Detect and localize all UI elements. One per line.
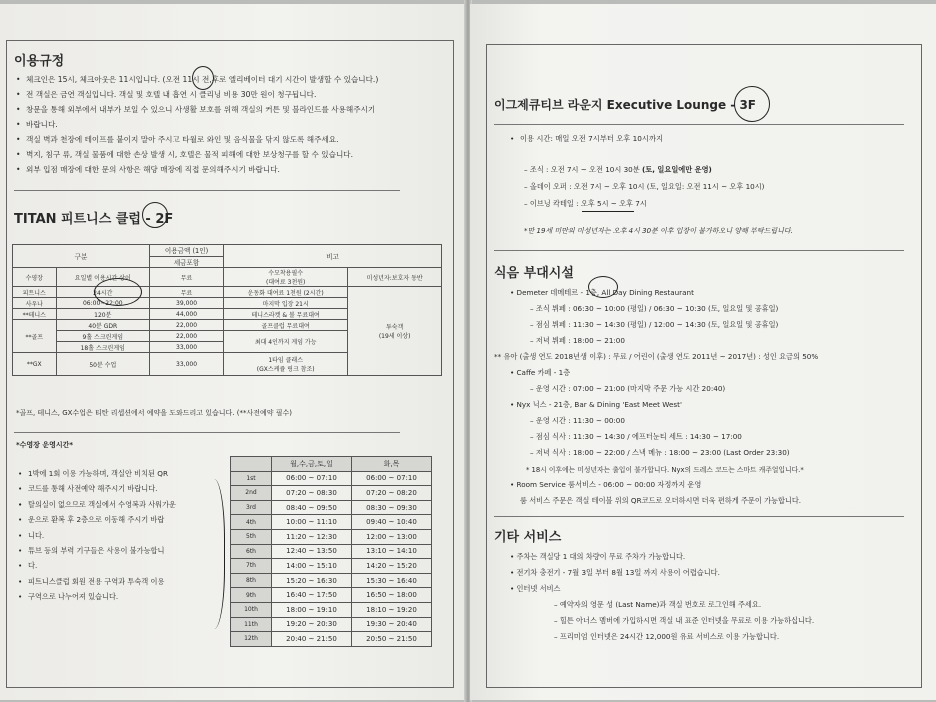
- cell: 18홀 스크린게임: [56, 342, 150, 353]
- section-divider: [494, 516, 904, 517]
- pool-note: • 탈의실이 없으므로 객실에서 수영복과 사워가운: [18, 497, 214, 512]
- fitness-footnote: *골프, 테니스, GX수업은 티탄 리셉션에서 예약을 도와드리고 있습니다. (**사전예약 필수): [16, 409, 293, 417]
- rules-item-cont: • 바랍니다.: [16, 117, 452, 132]
- pool-session-row: [231, 515, 432, 530]
- cell: 14:00 ~ 15:10: [272, 559, 352, 574]
- cell: 44,000: [150, 309, 224, 320]
- pool-schedule-table: [230, 456, 432, 647]
- cell: 1st: [231, 471, 272, 486]
- section-divider: [14, 190, 400, 191]
- cell: 10th: [231, 602, 272, 617]
- cell: 33,000: [150, 353, 224, 376]
- cell: 20:50 ~ 21:50: [352, 632, 432, 647]
- section-divider: [14, 432, 400, 433]
- cell: 12:40 ~ 13:50: [272, 544, 352, 559]
- fitness-header-category: 구분: [13, 245, 150, 268]
- cell: 19:30 ~ 20:40: [352, 617, 432, 632]
- pen-circle-1f: [588, 276, 618, 298]
- nyx-line: – 점심 식사 : 11:30 ~ 14:30 / 에프터눈티 세트 : 14:30 ~ 17:00: [530, 432, 742, 441]
- pool-session-row: [231, 559, 432, 574]
- cell: 12:00 ~ 13:00: [352, 529, 432, 544]
- other-item: • 전기차 충전기 - 7월 3일 부터 8월 13일 까지 사용이 어렵습니다.: [510, 568, 720, 577]
- cell: 마지막 입장 21시: [224, 298, 348, 309]
- pool-session-row: [231, 617, 432, 632]
- pool-session-row: [231, 471, 432, 486]
- cell: **테니스: [13, 309, 57, 320]
- pen-circle-3f: [734, 86, 770, 122]
- cell: 14:20 ~ 15:20: [352, 559, 432, 574]
- lounge-note: *만 19세 미만의 미성년자는 오후 4시 30분 이후 입장이 불가하오니 양해 부탁드립니다.: [524, 227, 793, 235]
- cell: 18:10 ~ 19:20: [352, 602, 432, 617]
- lounge-title: 이그제큐티브 라운지 Executive Lounge - 3F: [494, 98, 756, 112]
- cell: 8th: [231, 573, 272, 588]
- pool-notes: [18, 466, 214, 605]
- other-title: 기타 서비스: [494, 530, 562, 545]
- cell: 07:20 ~ 08:20: [352, 486, 432, 501]
- cell: 9th: [231, 588, 272, 603]
- left-page: [0, 4, 466, 700]
- nyx-note: * 18시 이후에는 미성년자는 출입이 불가합니다. Nyx의 드레스 코드는 스마트 캐주얼입니다.*: [526, 466, 804, 474]
- fitness-title: TITAN 피트니스 클럽 - 2F: [14, 212, 174, 227]
- pool-session-row: [231, 602, 432, 617]
- nyx-line: – 저녁 식사 : 18:00 ~ 22:00 / 스낵 메뉴 : 18:00 ~ 23:00 (Last Order 23:30): [530, 448, 790, 457]
- lounge-hours: • 이용 시간: 매일 오전 7시부터 오후 10시까지: [510, 130, 910, 147]
- cell: 테니스라켓 & 볼 무료대여: [224, 309, 348, 320]
- cell: 사우나: [13, 298, 57, 309]
- cell: 15:30 ~ 16:40: [352, 573, 432, 588]
- pool-session-row: [231, 573, 432, 588]
- demeter-line: – 저녁 뷔페 : 18:00 ~ 21:00: [530, 336, 625, 345]
- cell: 11th: [231, 617, 272, 632]
- demeter: • Demeter 데메테르 - 1층, All Day Dining Restaurant: [510, 288, 694, 297]
- cell: [231, 457, 272, 472]
- cell: 무료: [150, 287, 224, 298]
- rules-item: • 객실 벽과 천장에 테이프를 붙이지 말아 주시고 타월로 와인 및 음식물을 닦지 않도록 해주세요.: [16, 132, 452, 147]
- lounge-item: – 이브닝 칵테일 : 오후 5시 ~ 오후 7시: [524, 199, 647, 208]
- pool-session-row: [231, 529, 432, 544]
- pool-session-row: [231, 588, 432, 603]
- pool-note-cont: • 운으로 환복 후 2층으로 이동해 주시기 바랍: [18, 512, 214, 527]
- pool-col-b: 화,목: [352, 457, 432, 472]
- cell: 07:20 ~ 08:30: [272, 486, 352, 501]
- lounge-item: – 조식 : 오전 7시 ~ 오전 10시 30분 (토, 일요일에만 운영): [524, 165, 712, 174]
- rules-item: • 창문을 통해 외부에서 내부가 보일 수 있으니 사생활 보호를 위해 객실의 커튼 및 블라인드를 사용해주시기: [16, 102, 452, 117]
- other-item: • 주차는 객실당 1 대의 차량이 무료 주차가 가능합니다.: [510, 552, 686, 561]
- other-sub: – 힐튼 아너스 멤버에 가입하시면 객실 내 표준 인터넷을 무료로 이용 가능하십니다.: [554, 616, 815, 625]
- other-sub: – 예약자의 영문 성 (Last Name)과 객실 번호로 로그인해 주세요.: [554, 600, 762, 609]
- cell: 22,000: [150, 331, 224, 342]
- cell: 08:40 ~ 09:50: [272, 500, 352, 515]
- rules-item: • 외부 입점 매장에 대한 문의 사항은 해당 매장에 직접 문의해주시기 바랍니다.: [16, 162, 452, 177]
- kids-price: ** 유아 (출생 연도 2018년생 이후) : 무료 / 어린이 (출생 연도 2011년 ~ 2017년) : 성인 요금의 50%: [494, 352, 819, 361]
- cell: 요일별 이용시간 상이: [56, 268, 150, 287]
- cell: 4th: [231, 515, 272, 530]
- section-divider: [494, 250, 904, 251]
- cell: 피트니스: [13, 287, 57, 298]
- cell: 20:40 ~ 21:50: [272, 632, 352, 647]
- pool-note-cont: • 니다.: [18, 528, 214, 543]
- cell: 최대 4인까지 게임 가능: [224, 331, 348, 353]
- pool-title: *수영장 운영시간*: [16, 441, 74, 449]
- pool-note: • 피트니스클럽 회원 전용 구역과 투숙객 이용: [18, 574, 214, 589]
- lounge-item: – 올데이 오퍼 : 오전 7시 ~ 오후 10시 (토, 일요일: 오전 11시 ~ 오후 10시): [524, 182, 765, 191]
- cell: 1타임 클래스 (GX스케쥴 링크 참조): [224, 353, 348, 376]
- pool-note-cont: • 다.: [18, 558, 214, 573]
- pen-circle-24h: [94, 278, 142, 306]
- rules-title: 이용규정: [14, 54, 65, 69]
- cell: 수영장: [13, 268, 57, 287]
- cell: 08:30 ~ 09:30: [352, 500, 432, 515]
- pool-note-cont: • 구역으로 나누어져 있습니다.: [18, 589, 214, 604]
- cell: 18:00 ~ 19:10: [272, 602, 352, 617]
- rules-list: [16, 72, 452, 177]
- pen-circle-2f: [142, 202, 168, 228]
- fitness-header-note: 비고: [224, 245, 442, 268]
- pool-note: • 1박에 1회 이용 가능하며, 객실안 비치된 QR: [18, 466, 214, 481]
- pool-note: • 튜브 등의 부력 기구들은 사용이 불가능합니: [18, 543, 214, 558]
- cell: 운동화 대여료 1천원 (2시간): [224, 287, 348, 298]
- cell: 7th: [231, 559, 272, 574]
- nyx: • Nyx 닉스 - 21층, Bar & Dining 'East Meet West': [510, 400, 682, 409]
- cell: 10:00 ~ 11:10: [272, 515, 352, 530]
- cell: 16:40 ~ 17:50: [272, 588, 352, 603]
- cell: 6th: [231, 544, 272, 559]
- dining-title: 식음 부대시설: [494, 266, 574, 281]
- cell: 19:20 ~ 20:30: [272, 617, 352, 632]
- caffe-line: – 운영 시간 : 07:00 ~ 21:00 (마지막 주문 가능 시간 20:40): [530, 384, 726, 393]
- pen-circle-11: [192, 66, 214, 90]
- cell: 16:50 ~ 18:00: [352, 588, 432, 603]
- cell: 22,000: [150, 320, 224, 331]
- section-divider: [494, 124, 904, 125]
- cell: 2nd: [231, 486, 272, 501]
- fitness-table: [12, 244, 442, 376]
- fitness-header-price: 이용금액 (1인): [150, 245, 224, 257]
- rules-item: • 벽지, 침구 류, 객실 물품에 대한 손상 발생 시, 호텔은 물적 피해에 대한 보상청구를 할 수 있습니다.: [16, 147, 452, 162]
- cell: 9홀 스크린게임: [56, 331, 150, 342]
- cell: 골프클럽 무료대여: [224, 320, 348, 331]
- pen-underline: [582, 211, 634, 212]
- cell: 12th: [231, 632, 272, 647]
- pool-col-a: 월,수,금,토,일: [272, 457, 352, 472]
- cell: 미성년자:보호자 동반: [348, 268, 442, 287]
- other-sub: – 프리미엄 인터넷은 24시간 12,000원 유료 서비스로 이용 가능합니다.: [554, 632, 780, 641]
- cell: 3rd: [231, 500, 272, 515]
- cell: 06:00 ~ 07:10: [272, 471, 352, 486]
- cell: 120분: [56, 309, 150, 320]
- lounge-list: [510, 130, 910, 147]
- room-service: • Room Service 룸서비스 - 06:00 ~ 00:00 자정까지 운영: [510, 480, 702, 489]
- cell: 33,000: [150, 342, 224, 353]
- nyx-line: – 운영 시간 : 11:30 ~ 00:00: [530, 416, 625, 425]
- other-item: • 인터넷 서비스: [510, 584, 561, 593]
- pool-session-row: [231, 632, 432, 647]
- fitness-header-tax: 세금포함: [150, 256, 224, 268]
- pool-session-row: [231, 544, 432, 559]
- room-service-line: 룸 서비스 주문은 객실 테이블 위의 QR코드로 오더하시면 더욱 편하게 주문이 가능합니다.: [520, 496, 802, 505]
- pool-note-cont: • 코드를 통해 사전예약 해주시기 바랍니다.: [18, 481, 214, 496]
- side-note-cell: 투숙객 (19세 이상): [348, 287, 442, 376]
- pool-session-row: [231, 500, 432, 515]
- right-page: [470, 4, 936, 700]
- caffe: • Caffe 카페 - 1층: [510, 368, 571, 377]
- cell: 50분 수업: [56, 353, 150, 376]
- cell: 40분 GDR: [56, 320, 150, 331]
- cell: 수모착용필수 (대여료 3천원): [224, 268, 348, 287]
- cell: 09:40 ~ 10:40: [352, 515, 432, 530]
- pool-session-row: [231, 486, 432, 501]
- pen-bracket: [198, 479, 225, 629]
- demeter-line: – 점심 뷔페 : 11:30 ~ 14:30 (평일) / 12:00 ~ 14:30 (토, 일요일 및 공휴일): [530, 320, 779, 329]
- rules-item: • 체크인은 15시, 체크아웃은 11시입니다. (오전 11시 전,후로 엘리베이터 대기 시간이 발생할 수 있습니다.): [16, 72, 452, 87]
- cell: 13:10 ~ 14:10: [352, 544, 432, 559]
- cell: 15:20 ~ 16:30: [272, 573, 352, 588]
- cell: 39,000: [150, 298, 224, 309]
- cell: 11:20 ~ 12:30: [272, 529, 352, 544]
- cell: 06:00 ~ 07:10: [352, 471, 432, 486]
- rules-item: • 전 객실은 금연 객실입니다. 객실 및 호텔 내 흡연 시 클리닝 비용 30만 원이 청구됩니다.: [16, 87, 452, 102]
- cell: 24시간: [56, 287, 150, 298]
- cell: 무료: [150, 268, 224, 287]
- cell: **GX: [13, 353, 57, 376]
- cell: **골프: [13, 320, 57, 353]
- demeter-line: – 조식 뷔페 : 06:30 ~ 10:00 (평일) / 06:30 ~ 10:30 (토, 일요일 및 공휴일): [530, 304, 779, 313]
- cell: 5th: [231, 529, 272, 544]
- cell: 06:00~22:00: [56, 298, 150, 309]
